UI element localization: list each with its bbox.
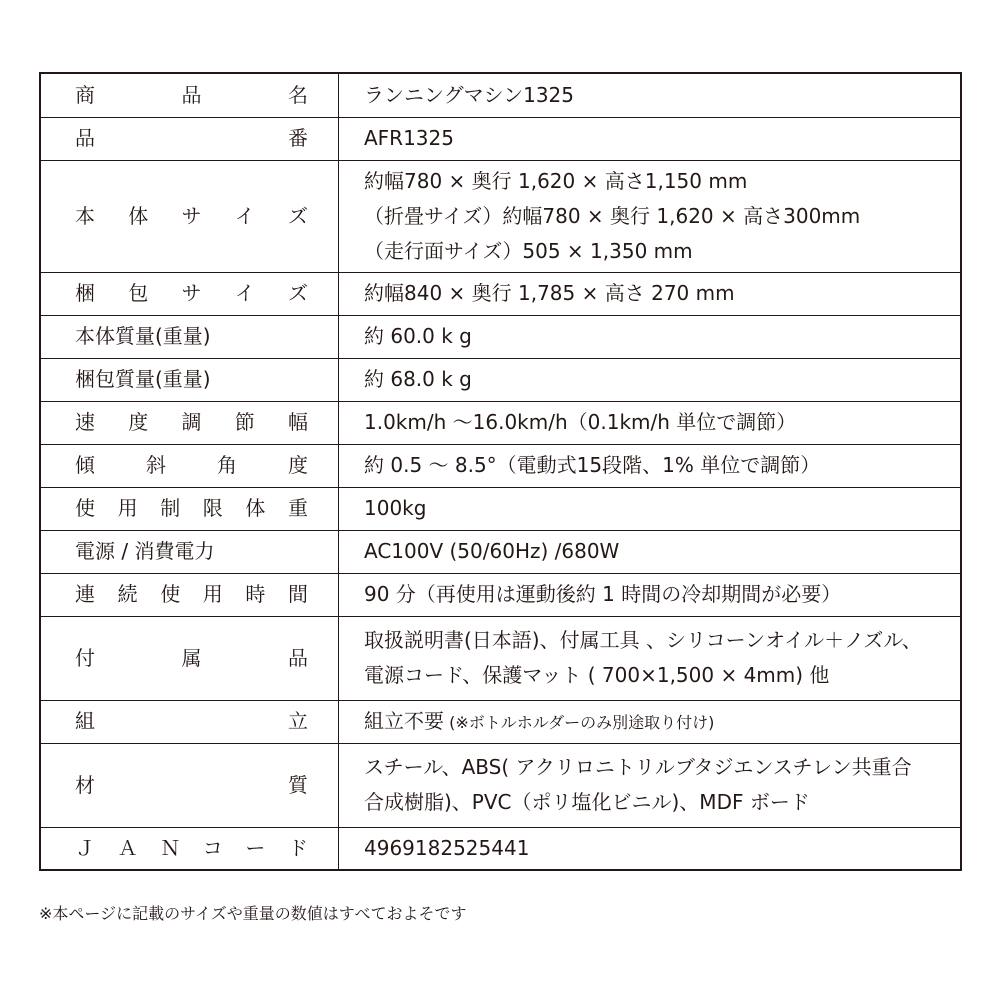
spec-row (40, 487, 961, 530)
spec-label (75, 491, 308, 526)
spec-label (75, 276, 308, 311)
spec-label-char: 品 (181, 82, 202, 107)
spec-value-line (364, 199, 950, 234)
spec-label-cell (40, 616, 339, 700)
spec-label-char: ズ (288, 281, 308, 305)
spec-value-cell (339, 444, 962, 487)
spec-label-cell (40, 117, 339, 160)
spec-label-char: 梱 (75, 281, 95, 305)
spec-label (75, 319, 308, 354)
spec-label-char: 制 (160, 496, 181, 520)
spec-value-cell (339, 73, 962, 117)
spec-row (40, 272, 961, 315)
spec-value-cell (339, 401, 962, 444)
spec-row (40, 117, 961, 160)
spec-row (40, 530, 961, 573)
spec-value-text: 100kg (364, 496, 427, 520)
spec-value-line (364, 491, 950, 526)
spec-value-line (364, 534, 950, 569)
spec-label-cell (40, 573, 339, 616)
spec-label-char: 間 (287, 582, 308, 606)
spec-value-cell (339, 160, 962, 272)
spec-label-char: 立 (288, 709, 308, 733)
spec-label-char: 幅 (288, 410, 308, 434)
spec-value-text: AC100V (50/60Hz) /680W (364, 539, 620, 563)
spec-value-text: 約幅840 × 奥行 1,785 × 高さ 270 mm (364, 281, 735, 305)
spec-label (75, 405, 308, 440)
spec-label-char: イ (234, 281, 255, 305)
spec-label-cell (40, 272, 339, 315)
spec-label-cell (40, 315, 339, 358)
spec-value-text: スチール、ABS( アクリロニトリルブタジエンスチレン共重合 (364, 755, 912, 779)
spec-label-cell (40, 160, 339, 272)
spec-label-char: 斜 (146, 453, 166, 477)
spec-label-char: 属 (181, 645, 202, 670)
spec-value-text: 組立不要 (364, 708, 444, 733)
spec-value-text: 4969182525441 (364, 835, 530, 860)
spec-label-char: 番 (288, 126, 308, 150)
spec-label-cell (40, 358, 339, 401)
spec-value-text: 電源コード、保護マット ( 700×1,500 × 4mm) 他 (364, 663, 830, 687)
spec-label-char: Ｊ (75, 835, 95, 860)
spec-label-char: 度 (288, 453, 308, 477)
spec-value-text: ランニングマシン1325 (364, 82, 574, 107)
spec-value-line (364, 785, 950, 820)
spec-value-line (364, 704, 950, 740)
spec-label (75, 641, 308, 676)
spec-label-char: 速 (75, 410, 95, 434)
spec-value-text: 1.0km/h 〜16.0km/h（0.1km/h 単位で調節） (364, 410, 797, 434)
spec-label-char: 度 (128, 410, 149, 434)
spec-value-cell (339, 117, 962, 160)
spec-value-line (364, 750, 950, 785)
spec-label-char: Ｎ (160, 835, 181, 860)
spec-label-char: サ (181, 203, 202, 228)
spec-label-char: 品 (288, 645, 308, 670)
spec-label-char: 材 (75, 772, 95, 797)
spec-label-char: 角 (217, 453, 237, 477)
spec-label-char: 体 (245, 496, 266, 520)
spec-value-cell (339, 358, 962, 401)
spec-row (40, 700, 961, 743)
spec-label-char: 本体質量(重量) (75, 324, 211, 348)
spec-label-char: 用 (117, 496, 138, 520)
spec-value-line (364, 362, 950, 397)
spec-label-char: 品 (75, 126, 95, 150)
spec-value-cell (339, 315, 962, 358)
spec-label-cell (40, 401, 339, 444)
spec-label-char: 商 (75, 82, 95, 107)
spec-value-text: AFR1325 (364, 126, 454, 150)
spec-label-char: 組 (75, 709, 95, 733)
spec-value-line (364, 78, 950, 113)
spec-label-char: 質 (288, 772, 308, 797)
spec-label-cell (40, 530, 339, 573)
spec-value-text: 約 60.0 k g (364, 324, 472, 348)
spec-label-cell (40, 73, 339, 117)
spec-label (75, 448, 308, 483)
spec-label-char: 節 (234, 410, 255, 434)
spec-value-note: (※ボトルホルダーのみ別途取り付け) (444, 712, 715, 732)
spec-label-char: 続 (117, 582, 138, 606)
spec-value-cell (339, 827, 962, 870)
spec-label-char: 使 (75, 496, 95, 520)
spec-label (75, 831, 308, 866)
spec-value-line (364, 448, 950, 483)
spec-label (75, 199, 308, 234)
spec-label (75, 534, 308, 569)
spec-value-text: 取扱説明書(日本語)、付属工具 、シリコーンオイル＋ノズル、 (364, 628, 922, 652)
spec-label-cell (40, 743, 339, 827)
spec-label-char: 用 (202, 582, 223, 606)
spec-value-line (364, 164, 950, 199)
spec-label-char: 時 (245, 582, 266, 606)
spec-label-char: 梱包質量(重量) (75, 367, 211, 391)
spec-value-line (364, 623, 950, 658)
spec-label-char: ズ (288, 203, 308, 228)
spec-value-line (364, 831, 950, 866)
spec-label-char: 名 (288, 82, 308, 107)
spec-label (75, 704, 308, 739)
spec-value-text: 90 分（再使用は運動後約 1 時間の冷却期間が必要） (364, 582, 842, 606)
spec-value-text: 約 0.5 〜 8.5°（電動式15段階、1% 単位で調節） (364, 453, 821, 477)
spec-label-cell (40, 827, 339, 870)
spec-row (40, 401, 961, 444)
spec-row (40, 616, 961, 700)
spec-label-char: ド (287, 835, 308, 860)
spec-value-text: （走行面サイズ）505 × 1,350 mm (364, 238, 693, 263)
spec-value-text: 約幅780 × 奥行 1,620 × 高さ1,150 mm (364, 168, 748, 193)
spec-row (40, 444, 961, 487)
spec-label-char: 限 (202, 496, 223, 520)
spec-value-line (364, 276, 950, 311)
spec-label (75, 78, 308, 113)
spec-value-cell (339, 700, 962, 743)
spec-label-char: 本 (75, 203, 95, 228)
footnote: ※本ページに記載のサイズや重量の数値はすべておよそです (39, 904, 467, 923)
spec-value-text: 約 68.0 k g (364, 367, 472, 391)
spec-label-char: 電源 / 消費電力 (75, 539, 215, 563)
spec-row (40, 358, 961, 401)
spec-row (40, 160, 961, 272)
spec-label-char: 重 (287, 496, 308, 520)
spec-row (40, 743, 961, 827)
spec-table-body (40, 73, 961, 870)
spec-label-char: ー (245, 835, 266, 860)
spec-label-char: 傾 (75, 453, 95, 477)
spec-label-cell (40, 700, 339, 743)
spec-label-char: 使 (160, 582, 181, 606)
spec-value-line (364, 577, 950, 612)
spec-value-cell (339, 487, 962, 530)
spec-value-line (364, 319, 950, 354)
spec-value-line (364, 658, 950, 693)
spec-value-cell (339, 573, 962, 616)
spec-label-char: イ (234, 203, 255, 228)
spec-label (75, 768, 308, 803)
spec-label-cell (40, 487, 339, 530)
spec-value-line (364, 121, 950, 156)
spec-label-char: コ (202, 835, 223, 860)
spec-value-cell (339, 743, 962, 827)
spec-value-line (364, 405, 950, 440)
spec-label-char: Ａ (117, 835, 138, 860)
spec-row (40, 573, 961, 616)
spec-label (75, 577, 308, 612)
spec-label (75, 121, 308, 156)
spec-label (75, 362, 308, 397)
spec-row (40, 827, 961, 870)
spec-value-cell (339, 272, 962, 315)
spec-row (40, 315, 961, 358)
spec-table (39, 72, 962, 871)
spec-label-char: 連 (75, 582, 95, 606)
spec-label-char: 付 (75, 645, 95, 670)
spec-value-text: （折畳サイズ）約幅780 × 奥行 1,620 × 高さ300mm (364, 203, 861, 228)
spec-value-text: 合成樹脂)、PVC（ポリ塩化ビニル)、MDF ボード (364, 790, 810, 814)
spec-label-char: 体 (128, 203, 149, 228)
spec-label-char: 調 (181, 410, 202, 434)
spec-label-char: サ (181, 281, 202, 305)
spec-value-cell (339, 616, 962, 700)
spec-value-cell (339, 530, 962, 573)
spec-value-line (364, 234, 950, 269)
spec-label-char: 包 (128, 281, 149, 305)
spec-row (40, 73, 961, 117)
spec-label-cell (40, 444, 339, 487)
